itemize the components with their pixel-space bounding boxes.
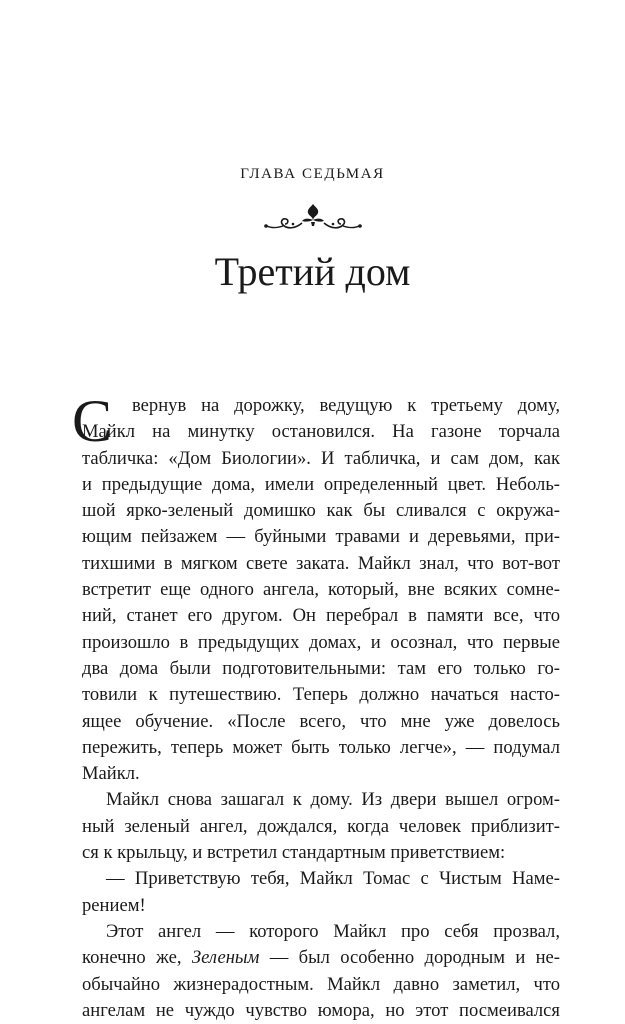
text-line: Этот ангел — которого Майкл про себя прозвал, [106, 920, 560, 942]
text-line: — Приветствую тебя, Майкл Томас с Чистым Наме- [106, 868, 560, 890]
text-line: Майкл снова зашагал к дому. Из двери вышел огром- [106, 789, 560, 811]
text-line: шой ярко-зеленый домишко как бы сливался с окружа- [82, 500, 560, 522]
text-line: ний, станет его другом. Он перебрал в памяти все, что [82, 605, 560, 627]
italic-word: Зеленым [191, 947, 260, 969]
chapter-label: ГЛАВА СЕДЬМАЯ [240, 166, 385, 182]
text-line: Майкл. [82, 763, 140, 785]
text-line: ангелам не чуждо чувство юмора, но этот посмеивался [82, 999, 560, 1021]
text-line: встретит еще одного ангела, который, вне всяких сомне- [82, 579, 560, 601]
text-line: и предыдущие дома, имели определенный цвет. Неболь- [82, 473, 560, 495]
text-line: ся к крыльцу, и встретил стандартным приветствием: [82, 842, 506, 864]
body-text [72, 388, 560, 1024]
text-line: ющим пейзажем — буйными травами и деревьями, при- [82, 526, 560, 548]
text-line: пережить, теперь может быть только легче», — подумал [82, 736, 560, 758]
text-line: Майкл на минутку остановился. На газоне торчала [82, 421, 560, 443]
text-line: С вернув на дорожку, ведущую к третьему дому, [72, 388, 560, 454]
text-line: тихшими в мягком свете заката. Майкл знал, что вот-вот [82, 552, 560, 574]
text-line: конечно же, Зеленым — был особенно дородным и не- [82, 947, 560, 969]
text-line: два дома были подготовительными: там его только го- [82, 657, 560, 679]
chapter-title: Третий дом [214, 249, 411, 294]
fleuron-ornament-icon [263, 202, 363, 236]
text-line: табличка: «Дом Биологии». И табличка, и сам дом, как [82, 447, 560, 469]
drop-cap: С [72, 388, 113, 454]
text-line: товили к путешествию. Теперь должно начаться насто- [82, 684, 560, 706]
text-line: ящее обучение. «После всего, что мне уже довелось [82, 710, 560, 732]
text-line: произошло в предыдущих домах, и осознал, что первые [82, 631, 560, 653]
text-line: ный зеленый ангел, дождался, когда человек приблизит- [82, 815, 560, 837]
text-line: рением! [82, 894, 146, 916]
text-line: обычайно жизнерадостным. Майкл давно заметил, что [82, 973, 560, 995]
